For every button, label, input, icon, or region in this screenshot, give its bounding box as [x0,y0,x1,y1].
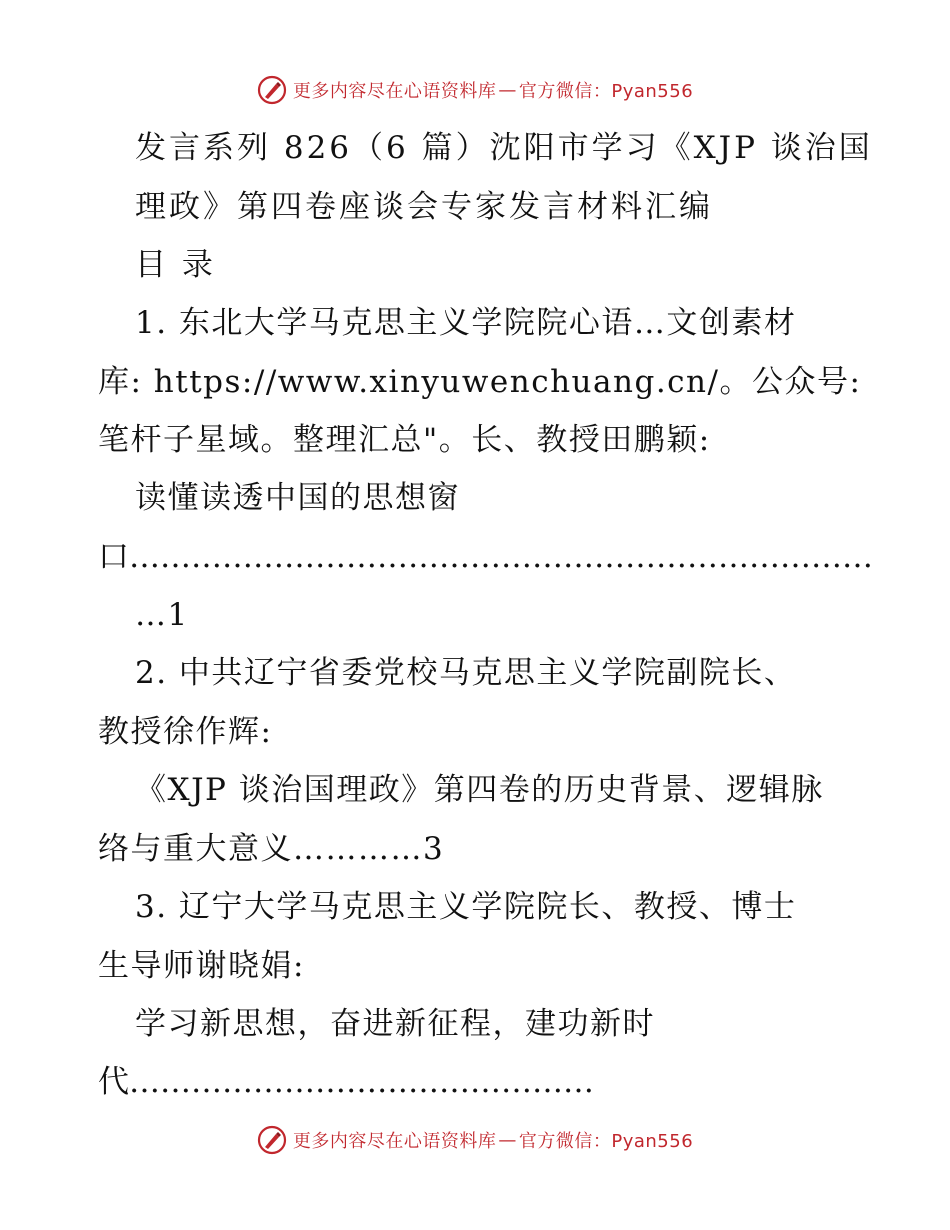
watermark-dash: — [498,79,517,101]
doc-title-line-2: 理政》第四卷座谈会专家发言材料汇编 [135,189,713,225]
watermark-wechat: 官方微信：Pyan556 [518,81,694,102]
toc-item-3-title: 学习新思想，奋进新征程，建功新时 [135,1006,655,1042]
toc-heading: 目 录 [135,247,216,283]
toc-item-2-line-1: 2. 中共辽宁省委党校马克思主义学院副院长、 [135,655,797,691]
watermark-footer [0,1122,950,1158]
toc-item-2-line-2: 教授徐作辉: [98,714,273,750]
toc-item-3-dots: 代……………………………………… [98,1064,594,1100]
toc-item-2-title-1: 《XJP 谈治国理政》第四卷的历史背景、逻辑脉 [135,772,824,808]
doc-title-line-1: 发言系列 826（6 篇）沈阳市学习《XJP 谈治国 [135,130,873,166]
toc-item-3-line-1: 3. 辽宁大学马克思主义学院院长、教授、博士 [135,889,797,925]
toc-item-1-page: …1 [135,597,189,633]
watermark-dash: — [498,1129,517,1151]
watermark-wechat: 官方微信：Pyan556 [518,1131,694,1152]
toc-item-2-title-2: 络与重大意义…………3 [98,831,445,867]
pen-logo-icon [257,1125,287,1155]
watermark-text: 更多内容尽在心语资料库 [292,81,497,102]
toc-item-1-line-3: 笔杆子星域。整理汇总"。长、教授田鹏颖: [98,422,711,458]
toc-item-1-line-1: 1. 东北大学马克思主义学院院心语…文创素材 [135,305,797,341]
toc-item-1-line-2: 库: https://www.xinyuwenchuang.cn/。公众号: [98,364,862,400]
toc-item-1-dots: 口……………………………………………………………… [98,539,873,575]
watermark-text: 更多内容尽在心语资料库 [292,1131,497,1152]
toc-item-1-title: 读懂读透中国的思想窗 [135,480,460,516]
toc-item-3-line-2: 生导师谢晓娟: [98,948,305,984]
